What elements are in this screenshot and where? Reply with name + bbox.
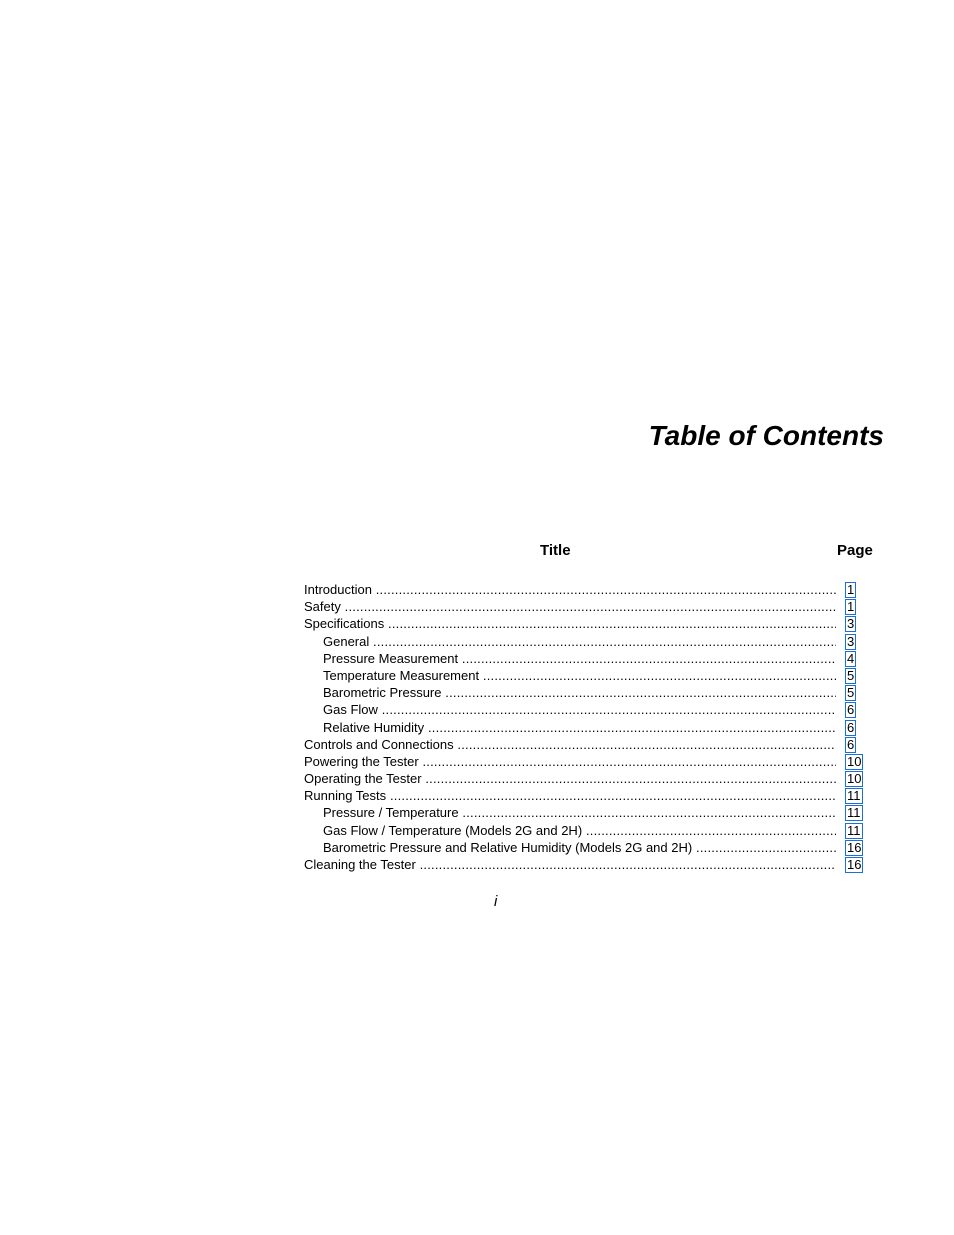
toc-page-link[interactable]: 3 [847,633,855,649]
toc-entry [304,839,876,856]
toc-entry [304,701,876,718]
toc-entry-title: Specifications ..... [304,615,836,632]
table-of-contents-list [304,581,876,873]
toc-page-link[interactable]: 6 [847,736,855,752]
toc-page-link[interactable]: 16 [847,839,862,855]
toc-entry [304,770,876,787]
toc-entry [304,787,876,804]
column-header-title: Title [540,542,571,559]
page-number: i [494,893,498,910]
toc-entry-title: Relative Humidity ..... [323,719,836,736]
toc-entry-title: General ..... [323,633,836,650]
toc-page-link[interactable]: 1 [847,599,855,615]
toc-entry-title: Barometric Pressure ..... [323,684,836,701]
toc-entry [304,753,876,770]
toc-entry [304,856,876,873]
toc-page-link[interactable]: 11 [847,788,861,804]
toc-page-link[interactable]: 3 [847,616,855,632]
toc-entry [304,667,876,684]
toc-entry [304,650,876,667]
toc-page-link[interactable]: 10 [847,771,862,787]
toc-entry-title: Pressure Measurement ..... [323,650,836,667]
toc-page-link[interactable]: 1 [847,582,855,597]
toc-entry-title: Gas Flow ..... [323,701,836,718]
toc-entry-title: Introduction ..... [304,581,836,598]
toc-entry [304,633,876,650]
toc-page-link[interactable]: 5 [847,685,855,701]
toc-page-link[interactable]: 10 [847,753,862,769]
document-title: Table of Contents [648,420,884,451]
toc-entry-title: Gas Flow / Temperature (Models 2G and 2H) ..... [323,822,836,839]
toc-entry [304,719,876,736]
toc-entry [304,804,876,821]
toc-entry-title: Safety ..... [304,598,836,615]
toc-page-link[interactable]: 11 [847,805,861,821]
toc-entry-title: Pressure / Temperature ..... [323,804,836,821]
toc-entry-title: Controls and Connections ..... [304,736,836,753]
toc-entry [304,581,876,598]
toc-page-link[interactable]: 6 [847,719,855,735]
toc-entry [304,736,876,753]
toc-page-link[interactable]: 11 [847,822,861,838]
toc-entry-title: Running Tests ..... [304,787,836,804]
toc-entry [304,598,876,615]
toc-page-link[interactable]: 4 [847,650,855,666]
toc-entry-title: Temperature Measurement ..... [323,667,836,684]
toc-page-link[interactable]: 5 [847,667,855,683]
toc-entry-title: Cleaning the Tester ..... [304,856,836,873]
toc-entry-title: Operating the Tester ..... [304,770,836,787]
toc-page-link[interactable]: 6 [847,702,855,718]
toc-page-link[interactable]: 16 [847,857,862,872]
toc-entry [304,684,876,701]
toc-entry-title: Powering the Tester ..... [304,753,836,770]
toc-entry [304,822,876,839]
toc-entry-title: Barometric Pressure and Relative Humidity (Models 2G and 2H) ..... [323,839,836,856]
column-header-page: Page [837,542,873,559]
toc-entry [304,615,876,632]
